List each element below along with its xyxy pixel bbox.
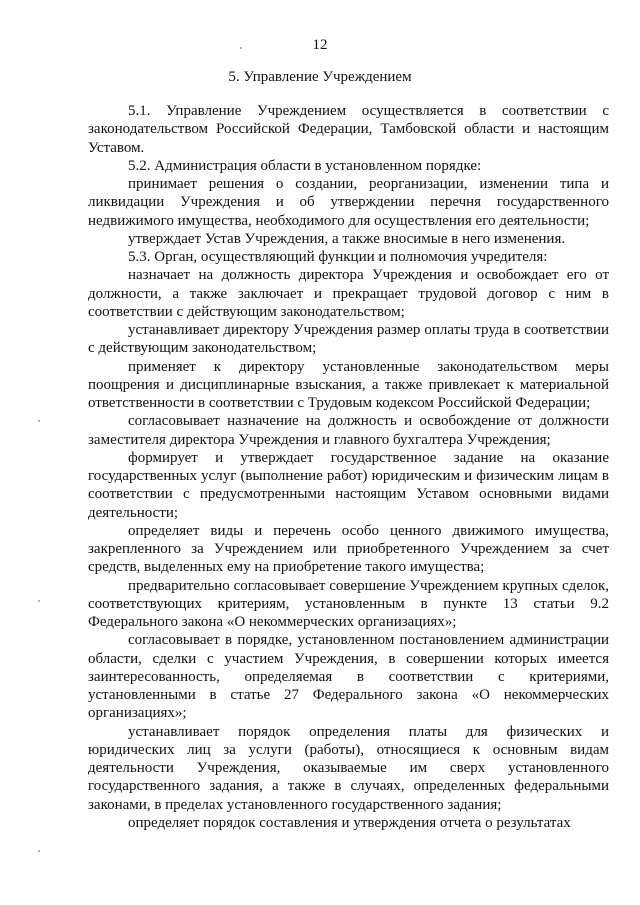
document-body (88, 102, 609, 832)
paragraph: применяет к директору установленные законодательством меры поощрения и дисциплинарные взыскания, а также привлекает к материальной ответственности в соответствии с Трудовым кодексом Российской Федерации; (88, 358, 609, 411)
paragraph: утверждает Устав Учреждения, а также вносимые в него изменения. (128, 230, 566, 247)
paragraph: согласовывает в порядке, установленном постановлением администрации области, сделки с участием Учреждения, в совершении которых имеется заинтересованность, определяемая в соответствии с критериями, установленными в статье 27 Федерального закона «О некоммерческих организациях»; (88, 632, 609, 722)
scan-speck (38, 420, 40, 422)
paragraph-5-1: 5.1. Управление Учреждением осуществляется в соответствии с законодательством Российской Федерации, Тамбовской области и настоящим Уставом. (88, 103, 609, 156)
paragraph-5-2: 5.2. Администрация области в установленном порядке: (128, 157, 482, 174)
paragraph: принимает решения о создании, реорганизации, изменении типа и ликвидации Учреждения и об утверждении перечня государственного недвижимого имущества, необходимого для осуществления его деятельности; (88, 176, 609, 229)
page-number: 12 (312, 37, 328, 53)
paragraph: назначает на должность директора Учреждения и освобождает его от должности, а также заключает и прекращает трудовой договор с ним в соответствии с действующим законодательством; (88, 267, 609, 320)
paragraph-5-3: 5.3. Орган, осуществляющий функции и полномочия учредителя: (128, 249, 548, 265)
paragraph: формирует и утверждает государственное задание на оказание государственных услуг (выполнение работ) юридическим и физическим лицам в соответствии с предусмотренными настоящим Уставом основными видами деятельности; (88, 449, 609, 521)
paragraph: определяет порядок составления и утверждения отчета о результатах (128, 814, 571, 831)
paragraph: устанавливает порядок определения платы для физических и юридических лиц за услуги (работы), относящиеся к основным видам деятельности Учреждения, оказываемые им сверх установленного государственного задания, а также в случаях, определенных федеральными законами, в пределах установленного государственного задания; (88, 723, 609, 813)
scan-speck (38, 850, 40, 852)
scan-speck (38, 600, 40, 602)
paragraph: определяет виды и перечень особо ценного движимого имущества, закрепленного за Учреждением или приобретенного Учреждением за счет средств, выделенных ему на приобретение такого имущества; (88, 522, 609, 576)
section-title: 5. Управление Учреждением (228, 69, 412, 85)
paragraph: согласовывает назначение на должность и освобождение от должности заместителя директора Учреждения и главного бухгалтера Учреждения; (88, 413, 609, 448)
paragraph: устанавливает директору Учреждения размер оплаты труда в соответствии с действующим законодательством; (88, 322, 609, 357)
paragraph: предварительно согласовывает совершение Учреждением крупных сделок, соответствующих критериям, установленным в пункте 13 статьи 9.2 Федерального закона «О некоммерческих организациях»; (88, 577, 609, 630)
